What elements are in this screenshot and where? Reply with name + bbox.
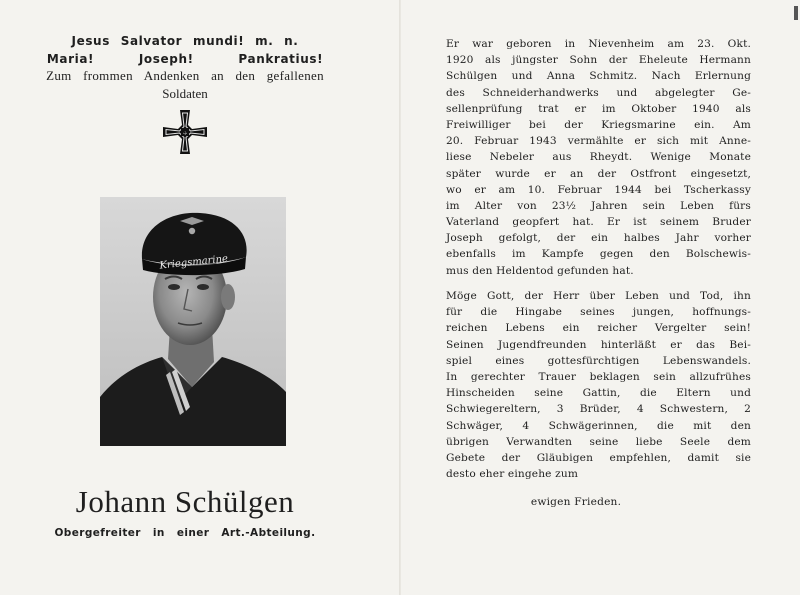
iron-cross-icon <box>161 108 209 156</box>
biography-paragraph <box>446 36 751 279</box>
biography-line: Freiwilliger bei der Kriegsmarine ein. Am <box>446 118 751 131</box>
prayer-line: Möge Gott, der Herr über Leben und Tod, ihn <box>446 290 751 302</box>
biography-line: wo er am 10. Februar 1944 bei Tscherkassy <box>446 183 751 196</box>
prayer-line: Hinscheiden seine Gattin, die Eltern und <box>446 387 751 400</box>
prayer-line: für die Hingabe seines jungen, hoffnungs- <box>446 306 751 319</box>
prayer-line: reichen Lebens ein reicher Vergelter sein! <box>446 322 751 335</box>
prayer-line: Seinen Jugendfreunden hinterläßt er das Bei- <box>446 338 751 351</box>
header-dedication-cont: Soldaten <box>162 86 208 101</box>
biography-line: Joseph gefolgt, der ein halbes Jahr vorher <box>446 232 751 245</box>
biography-line: sellenprüfung trat er im Oktober 1940 als <box>446 102 751 115</box>
prayer-line: Gebete der Gläubigen empfehlen, damit sie <box>446 451 751 464</box>
prayer-paragraph <box>446 288 751 482</box>
biography-line: Vaterland geopfert hat. Er ist seinem Bruder <box>446 216 751 229</box>
cap-band-text: Kriegsmarine <box>159 253 229 272</box>
biography-line: liese Nebeler aus Rheydt. Wenige Monate <box>446 151 751 164</box>
biography-line: mus den Heldentod gefunden hat. <box>446 264 634 277</box>
closing-phrase: ewigen Frieden. <box>530 496 622 508</box>
biography-line: 20. Februar 1943 vermählte er sich mit Anne- <box>446 135 751 148</box>
prayer-line: spiel eines gottesfürchtigen Lebenswandels. <box>446 354 751 367</box>
header-dedication: Zum frommen Andenken an den gefallenen <box>46 68 324 83</box>
biography-line: ebenfalls im Kampfe gegen den Bolschewis- <box>446 248 751 261</box>
biography-line: im Alter von 23½ Jahren sein Leben fürs <box>446 199 751 212</box>
header-invocation: Jesus Salvator mundi! m. n. <box>71 34 299 48</box>
prayer-line: Schwäger, 4 Schwägerinnen, die mit den <box>446 419 751 432</box>
prayer-line: übrigen Verwandten seine liebe Seele dem <box>446 435 751 448</box>
biography-line: Schülgen und Anna Schmitz. Nach Erlernung <box>446 70 751 83</box>
biography-line: 1920 als jüngster Sohn der Eheleute Hermann <box>446 54 751 67</box>
prayer-line: desto eher eingehe zum <box>446 468 579 481</box>
deceased-name: Johann Schülgen <box>75 484 295 519</box>
soldier-portrait-photo <box>100 197 286 446</box>
svg-text:☩: ☩ <box>182 131 188 137</box>
biography-line: des Schneiderhandwerks und abgelegter Ge- <box>446 86 751 99</box>
corner-mark <box>794 6 798 20</box>
prayer-line: Schwiegereltern, 3 Brüder, 4 Schwestern, 2 <box>446 403 751 416</box>
biography-line: Er war geboren in Nievenheim am 23. Okt. <box>446 38 751 50</box>
military-rank: Obergefreiter in einer Art.-Abteilung. <box>54 527 316 539</box>
prayer-line: In gerechter Trauer beklagen sein allzufrühes <box>446 370 751 383</box>
biography-line: später wurde er an der Ostfront eingesetzt, <box>446 167 751 180</box>
header-saints: Maria! Joseph! Pankratius! <box>46 52 324 66</box>
